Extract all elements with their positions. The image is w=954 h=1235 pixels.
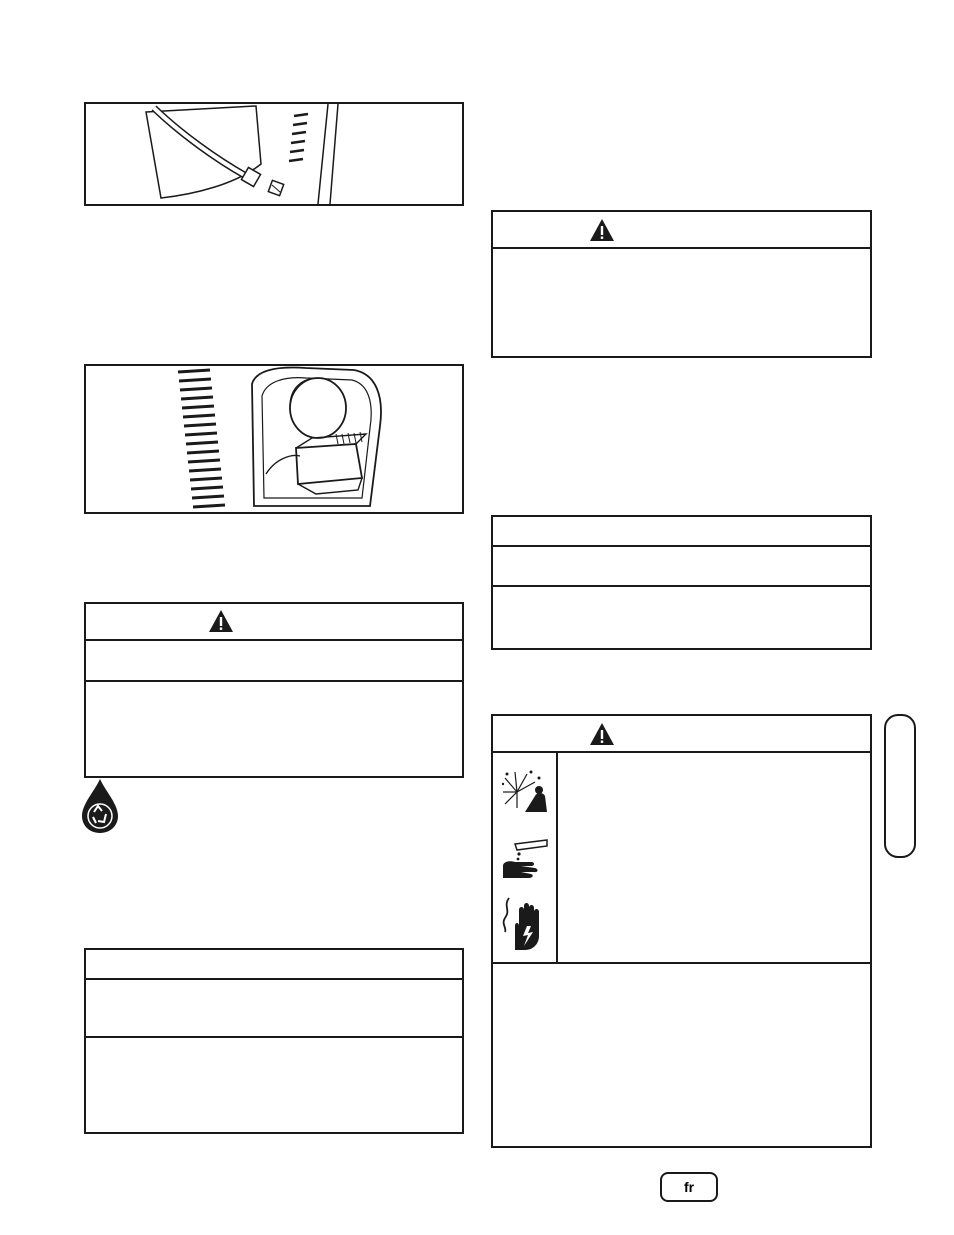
hazard-icon-column-divider: [556, 753, 558, 964]
figure-engine-compartment: [84, 364, 464, 514]
warning-box-right-top-header-rule: [493, 247, 870, 249]
explosion-hazard-icon: [501, 770, 549, 814]
warning-triangle-icon: [208, 609, 234, 633]
warning-box-left-section-rule: [86, 680, 462, 682]
notice-box-right-section-rule: [493, 585, 870, 587]
notice-box-right: [491, 515, 872, 650]
warning-box-left-header-rule: [86, 639, 462, 641]
warning-box-right-bottom-section-rule: [493, 962, 870, 964]
warning-triangle-icon: [589, 218, 615, 242]
warning-box-left: [84, 602, 464, 778]
warning-box-right-bottom: [491, 714, 872, 1148]
figure-oil-drain-hose: [84, 102, 464, 206]
warning-box-right-top: [491, 210, 872, 358]
warning-box-right-bottom-header-rule: [493, 751, 870, 753]
corrosive-acid-icon: [501, 838, 549, 878]
section-side-tab: [884, 714, 916, 858]
language-indicator-button[interactable]: fr: [660, 1172, 718, 1202]
notice-box-left: [84, 948, 464, 1134]
notice-box-left-section-rule: [86, 1036, 462, 1038]
electric-shock-hand-icon: [501, 896, 549, 952]
engine-compartment-illustration: [86, 366, 462, 512]
notice-box-left-header-rule: [86, 978, 462, 980]
oil-recycle-drop-icon: [80, 778, 120, 834]
warning-triangle-icon: [589, 722, 615, 746]
oil-drain-hose-illustration: [86, 104, 462, 204]
notice-box-right-header-rule: [493, 545, 870, 547]
